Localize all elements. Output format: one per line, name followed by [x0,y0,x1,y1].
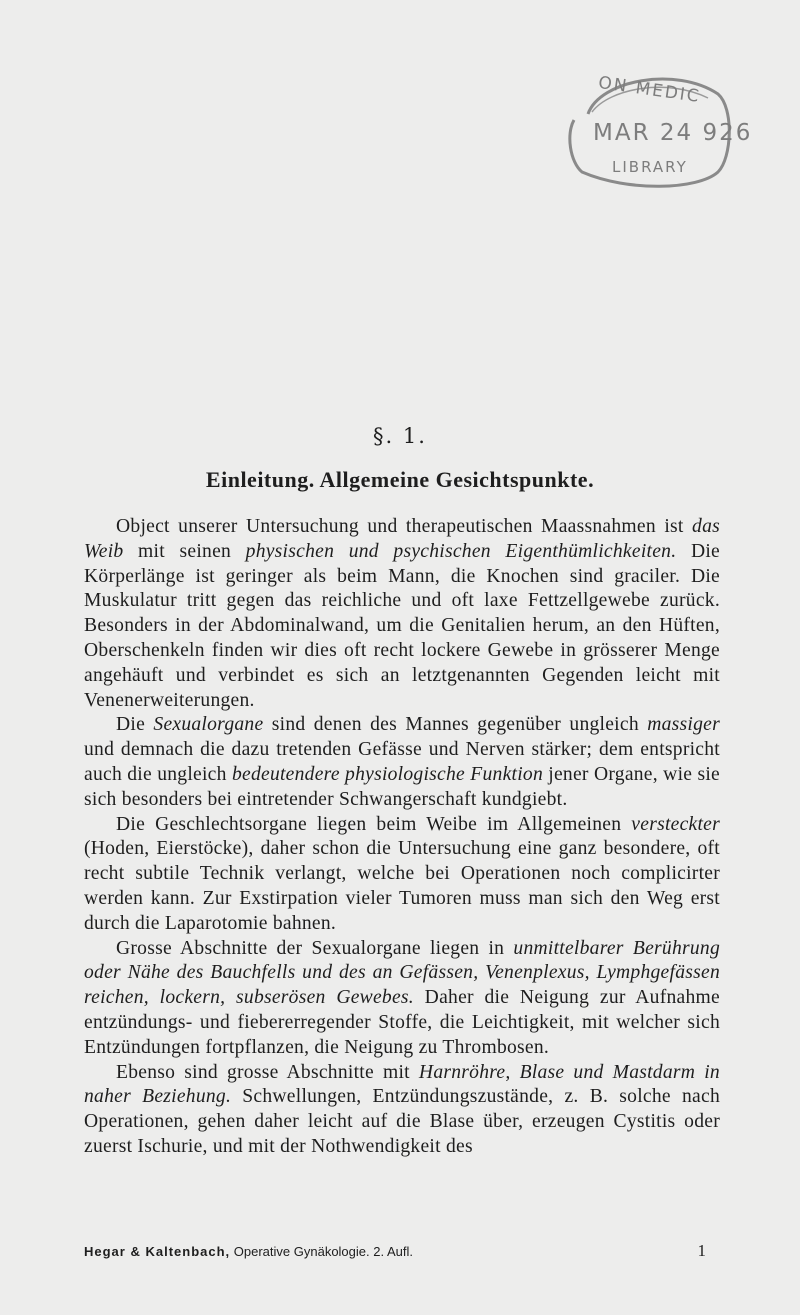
paragraph [84,515,720,713]
emphasized-text: bedeutendere physiologische Funktion [231,763,543,785]
text-run: sind denen des Mannes gegenüber ungleich [263,714,648,736]
page-footer [84,1241,720,1261]
emphasized-text: massiger [647,714,720,736]
text-run: Die Geschlechtsorgane liegen beim Weibe im Allgemeinen [116,813,632,835]
text-run: Daher die Neigung zur Aufnahme entzündungs- und fiebererregender Stoffe, die Leichtigkeit, mit welcher sich Entzündungen fortpflanzen, die Neigung zu Thrombosen. [84,987,720,1058]
signature-mark: 1 [697,1241,706,1260]
stamp-library-text: LIBRARY [612,158,688,176]
text-run: Ebenso sind grosse Abschnitte mit [116,1061,419,1083]
emphasized-text: das Weib [84,516,720,562]
section-title: Einleitung. Allgemeine Gesichtspunkte. [205,467,595,492]
paragraph [84,713,720,812]
library-stamp [548,72,753,190]
text-run: Die [116,714,154,736]
stamp-institution-text: ON MEDIC [597,72,702,108]
text-run: Schwellungen, Entzündungszustände, z. B. solche nach Operationen, gehen daher leicht auf die Blase über, erzeugen Cystitis oder zuerst Ischurie, und mit der Nothwendigkeit des [84,1086,720,1157]
emphasized-text: versteckter [631,813,720,835]
text-run: und demnach die dazu tretenden Gefässe und Nerven stärker; dem entspricht auch die ungleich [84,739,720,785]
paragraph [84,1061,720,1160]
text-run: (Hoden, Eierstöcke), daher schon die Untersuchung eine ganz besondere, oft recht subtile Technik verlangt, welche bei Operationen noch complicirter werden kann. Zur Exstirpation vieler Tumoren muss man sich den Weg erst durch die Laparotomie bahnen. [84,838,720,934]
text-run: Object unserer Untersuchung und therapeutischen Maassnahmen ist [116,516,693,537]
emphasized-text: Sexualorgane [153,714,264,736]
emphasized-text: unmittelbarer Berührung oder Nähe des Bauchfells und des an Gefässen, Venenplexus, Lymphgefässen reichen, lockern, subserösen Gewebes. [84,937,721,1009]
text-run: mit seinen [123,540,246,562]
text-run: Die Körperlänge ist geringer als beim Mann, die Knochen sind graciler. Die Muskulatur tritt gegen das reichliche und oft laxe Fettzellgewebe zurück. Besonders in der Abdominalwand, um die Genitalien herum, an den Hüften, Oberschenkeln finden wir dies oft recht lockere Gewebe in grösserer Menge angehäuft und verbindet es sich an letztgenannten Gegenden leicht mit Venenerweiterungen. [84,540,720,711]
section-number: §. 1. [373,424,427,448]
paragraph [84,813,720,937]
emphasized-text: physischen und psychischen Eigenthümlichkeiten. [245,540,677,562]
footer-authors: Hegar & Kaltenbach, [84,1244,231,1259]
footer-work: Operative Gynäkologie. 2. Aufl. [230,1244,413,1259]
paragraph [84,937,720,1061]
text-run: jener Organe, wie sie sich besonders bei eintretender Schwangerschaft kundgiebt. [84,763,720,810]
text-run: Grosse Abschnitte der Sexualorgane liegen in [116,937,514,959]
footer-citation [84,1244,413,1259]
emphasized-text: Harnröhre, Blase und Mastdarm in naher Beziehung. [84,1061,720,1108]
body-text [84,515,720,1160]
stamp-date: MAR 24 926 [593,120,753,146]
